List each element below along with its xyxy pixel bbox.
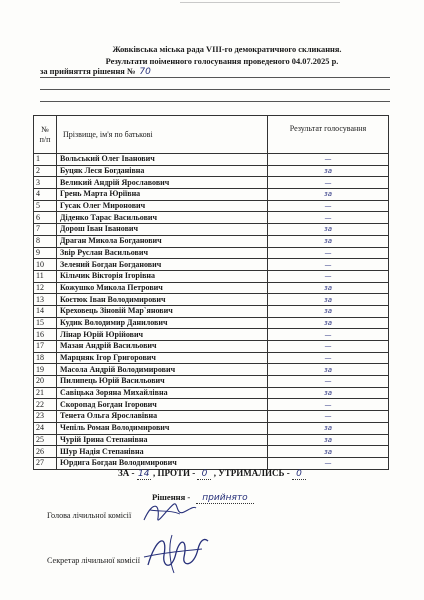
blank-line [40,101,390,102]
member-name: Лінар Юрій Юрійович [57,329,268,341]
member-name: Звір Руслан Васильович [57,247,268,259]
row-number: 22 [34,399,57,411]
member-name: Тенета Ольга Ярославівна [57,411,268,423]
chair-signature [140,498,200,528]
table-row [34,422,389,434]
row-number: 21 [34,387,57,399]
row-number: 13 [34,294,57,306]
document-header [0,44,424,68]
table-row [34,305,389,317]
vote-result: за [268,305,389,317]
vote-result: за [268,446,389,458]
row-number: 27 [34,457,57,469]
row-number: 10 [34,259,57,271]
row-number: 25 [34,434,57,446]
vote-result: — [268,177,389,189]
member-name: Великий Андрій Ярославович [57,177,268,189]
vote-result: — [268,399,389,411]
member-name: Кільчик Вікторія Ігорівна [57,270,268,282]
table-row [34,189,389,201]
row-number: 19 [34,364,57,376]
table-row [34,352,389,364]
table-row [34,212,389,224]
vote-result: за [268,317,389,329]
row-number: 4 [34,189,57,201]
row-number: 15 [34,317,57,329]
vote-result: — [268,247,389,259]
table-row [34,224,389,236]
vote-result: — [268,259,389,271]
vote-result: за [268,235,389,247]
member-name: Чепіль Роман Володимирович [57,422,268,434]
vote-result: — [268,200,389,212]
member-name: Мазан Андрій Васильович [57,341,268,353]
table-row [34,259,389,271]
blank-line [40,89,390,90]
vote-tally [118,468,306,480]
vote-result: за [268,434,389,446]
member-name: Драган Микола Богданович [57,235,268,247]
member-name: Коєтюк Іван Володимирович [57,294,268,306]
vote-result: за [268,294,389,306]
row-number: 18 [34,352,57,364]
row-number: 1 [34,154,57,166]
row-number: 11 [34,270,57,282]
member-name: Масола Андрій Володимирович [57,364,268,376]
decision-label: Рішення - [152,492,191,502]
table-row [34,317,389,329]
table-row [34,200,389,212]
row-number: 12 [34,282,57,294]
tally-for-value: 14 [138,469,150,479]
row-number: 5 [34,200,57,212]
row-number: 20 [34,376,57,388]
row-number: 9 [34,247,57,259]
table-row [34,364,389,376]
member-name: Скоропад Богдан Ігорович [57,399,268,411]
vote-result: — [268,329,389,341]
table-row [34,399,389,411]
member-name: Буцяк Леся Богданівна [57,165,268,177]
row-number: 16 [34,329,57,341]
top-rule [180,2,340,3]
table-row [34,270,389,282]
table-header-row [34,116,389,154]
member-name: Марцняк Ігор Григорович [57,352,268,364]
table-row [34,165,389,177]
row-number: 2 [34,165,57,177]
member-name: Кожушко Микола Петрович [57,282,268,294]
row-number: 8 [34,235,57,247]
table-row [34,294,389,306]
decision-reference-label: за прийняття рішення № [40,67,136,76]
vote-result: за [268,224,389,236]
vote-result: — [268,154,389,166]
vote-result: — [268,212,389,224]
vote-result: — [268,411,389,423]
tally-for-label: ЗА - [118,468,135,478]
vote-result: за [268,282,389,294]
member-name: Вольський Олег Іванович [57,154,268,166]
member-name: Креховець Зіновій Мар`янович [57,305,268,317]
row-number: 23 [34,411,57,423]
member-name: Чурій Ірина Степанівна [57,434,268,446]
member-name: Грень Марта Юріївна [57,189,268,201]
vote-result: — [268,376,389,388]
council-title: Жовківська міська рада VIII-го демократичного скликання. [112,45,342,54]
row-number: 14 [34,305,57,317]
tally-abstain-label: , УТРИМАЛИСЬ - [213,468,290,478]
row-number: 7 [34,224,57,236]
row-number: 24 [34,422,57,434]
member-name: Юрдига Богдан Володимирович [57,457,268,469]
member-name: Шур Надія Степанівна [57,446,268,458]
vote-result: за [268,165,389,177]
member-name: Пилипець Юрій Васильович [57,376,268,388]
blank-line [40,77,390,78]
table-row [34,434,389,446]
vote-result: за [268,364,389,376]
member-name: Зелений Богдан Богданович [57,259,268,271]
vote-result: за [268,422,389,434]
vote-result: — [268,341,389,353]
table-row [34,329,389,341]
secretary-signature [142,527,222,577]
vote-result: за [268,189,389,201]
vote-result: — [268,270,389,282]
tally-abstain-value: 0 [292,469,306,480]
vote-result: за [268,387,389,399]
decision-number: 70 [139,67,151,77]
vote-results-title: Результати поіменного голосування проведеного 04.07.2025 р. [105,57,339,66]
chair-role: Голова лічильної комісії [47,511,132,520]
header-result: Результат голосування [268,116,389,154]
table-row [34,446,389,458]
table-row [34,387,389,399]
row-number: 3 [34,177,57,189]
table-row [34,235,389,247]
decision-reference [40,67,151,77]
member-name: Кудик Володимир Данилович [57,317,268,329]
table-row [34,376,389,388]
header-number: № п/п [34,116,57,154]
member-name: Дорош Іван Іванович [57,224,268,236]
vote-result: — [268,352,389,364]
vote-table [33,115,389,470]
table-row [34,154,389,166]
row-number: 26 [34,446,57,458]
row-number: 17 [34,341,57,353]
tally-against-value: 0 [197,469,211,480]
header-name: Прізвище, ім'я по батькові [57,116,268,154]
row-number: 6 [34,212,57,224]
table-row [34,247,389,259]
decision-value: прийнято [196,493,253,504]
table-row [34,177,389,189]
member-name: Діденко Тарас Васильович [57,212,268,224]
table-row [34,411,389,423]
member-name: Савіцька Зоряна Михайлівна [57,387,268,399]
table-row [34,282,389,294]
member-name: Гусак Олег Миронович [57,200,268,212]
tally-against-label: , ПРОТИ - [153,468,196,478]
vote-result: — [268,457,389,469]
table-row [34,341,389,353]
secretary-role: Секретар лічильної комісії [47,556,140,565]
